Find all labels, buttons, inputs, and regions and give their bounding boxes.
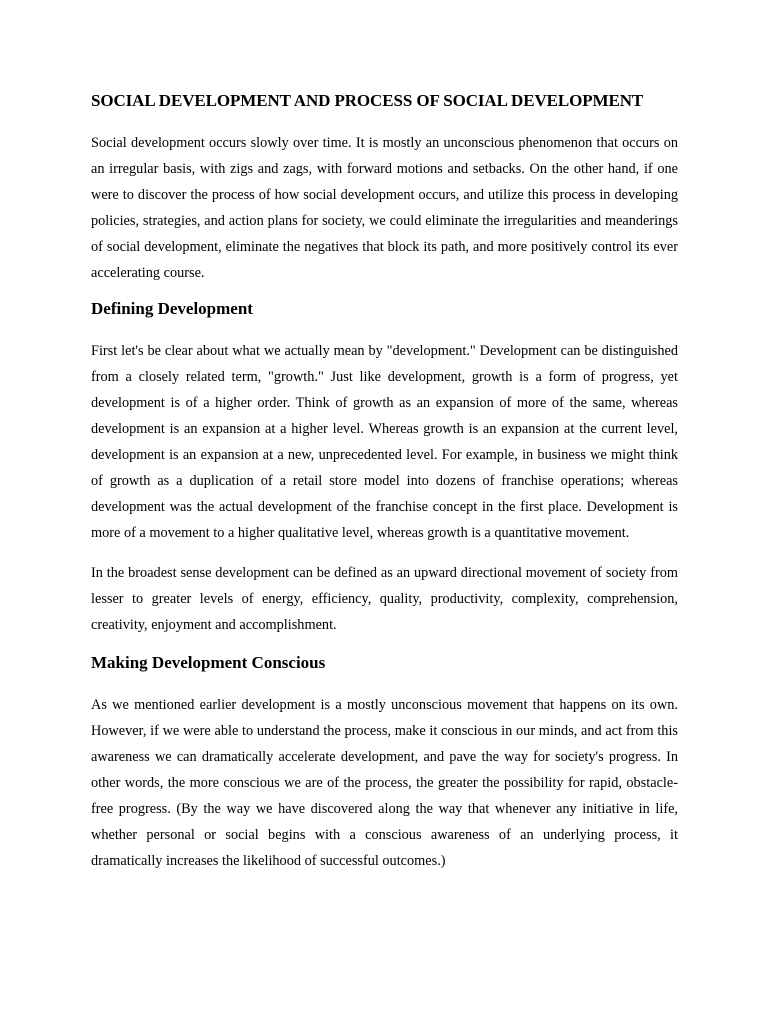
making-development-conscious-paragraph-1: As we mentioned earlier development is a mostly unconscious movement that happens on its own. However, if we were able to understand the process, make it conscious in our minds, and act from this awareness we can dramatically accelerate development, and pave the way for society's progress. In other words, the more conscious we are of the process, the greater the possibility for rapid, obstacle-free progress. (By the way we have discovered along the way that whenever any initiative in life, whether personal or social begins with a conscious awareness of an underlying process, it dramatically increases the likelihood of successful outcomes.)	[91, 697, 678, 869]
document-page	[91, 90, 678, 874]
document-title: SOCIAL DEVELOPMENT AND PROCESS OF SOCIAL DEVELOPMENT	[91, 91, 644, 110]
defining-development-paragraph-2: In the broadest sense development can be defined as an upward directional movement of society from lesser to greater levels of energy, efficiency, quality, productivity, complexity, comprehension, creativity, enjoyment and accomplishment.	[91, 565, 678, 633]
intro-paragraph: Social development occurs slowly over time. It is mostly an unconscious phenomenon that occurs on an irregular basis, with zigs and zags, with forward motions and setbacks. On the other hand, if one were to discover the process of how social development occurs, and utilize this process in developing policies, strategies, and action plans for society, we could eliminate the irregularities and meanderings of social development, eliminate the negatives that block its path, and more positively control its ever accelerating course.	[91, 135, 678, 281]
defining-development-paragraph-1: First let's be clear about what we actually mean by "development." Development can be distinguished from a closely related term, "growth." Just like development, growth is a form of progress, yet development is of a higher order. Think of growth as an expansion of more of the same, whereas development is an expansion at a higher level. Whereas growth is an expansion at the current level, development is an expansion at a new, unprecedented level. For example, in business we might think of growth as a duplication of a retail store model into dozens of franchise operations; whereas development was the actual development of the franchise concept in the first place. Development is more of a movement to a higher qualitative level, whereas growth is a quantitative movement.	[91, 343, 678, 541]
section-heading-making-development-conscious: Making Development Conscious	[91, 653, 326, 672]
section-heading-defining-development: Defining Development	[91, 299, 253, 318]
